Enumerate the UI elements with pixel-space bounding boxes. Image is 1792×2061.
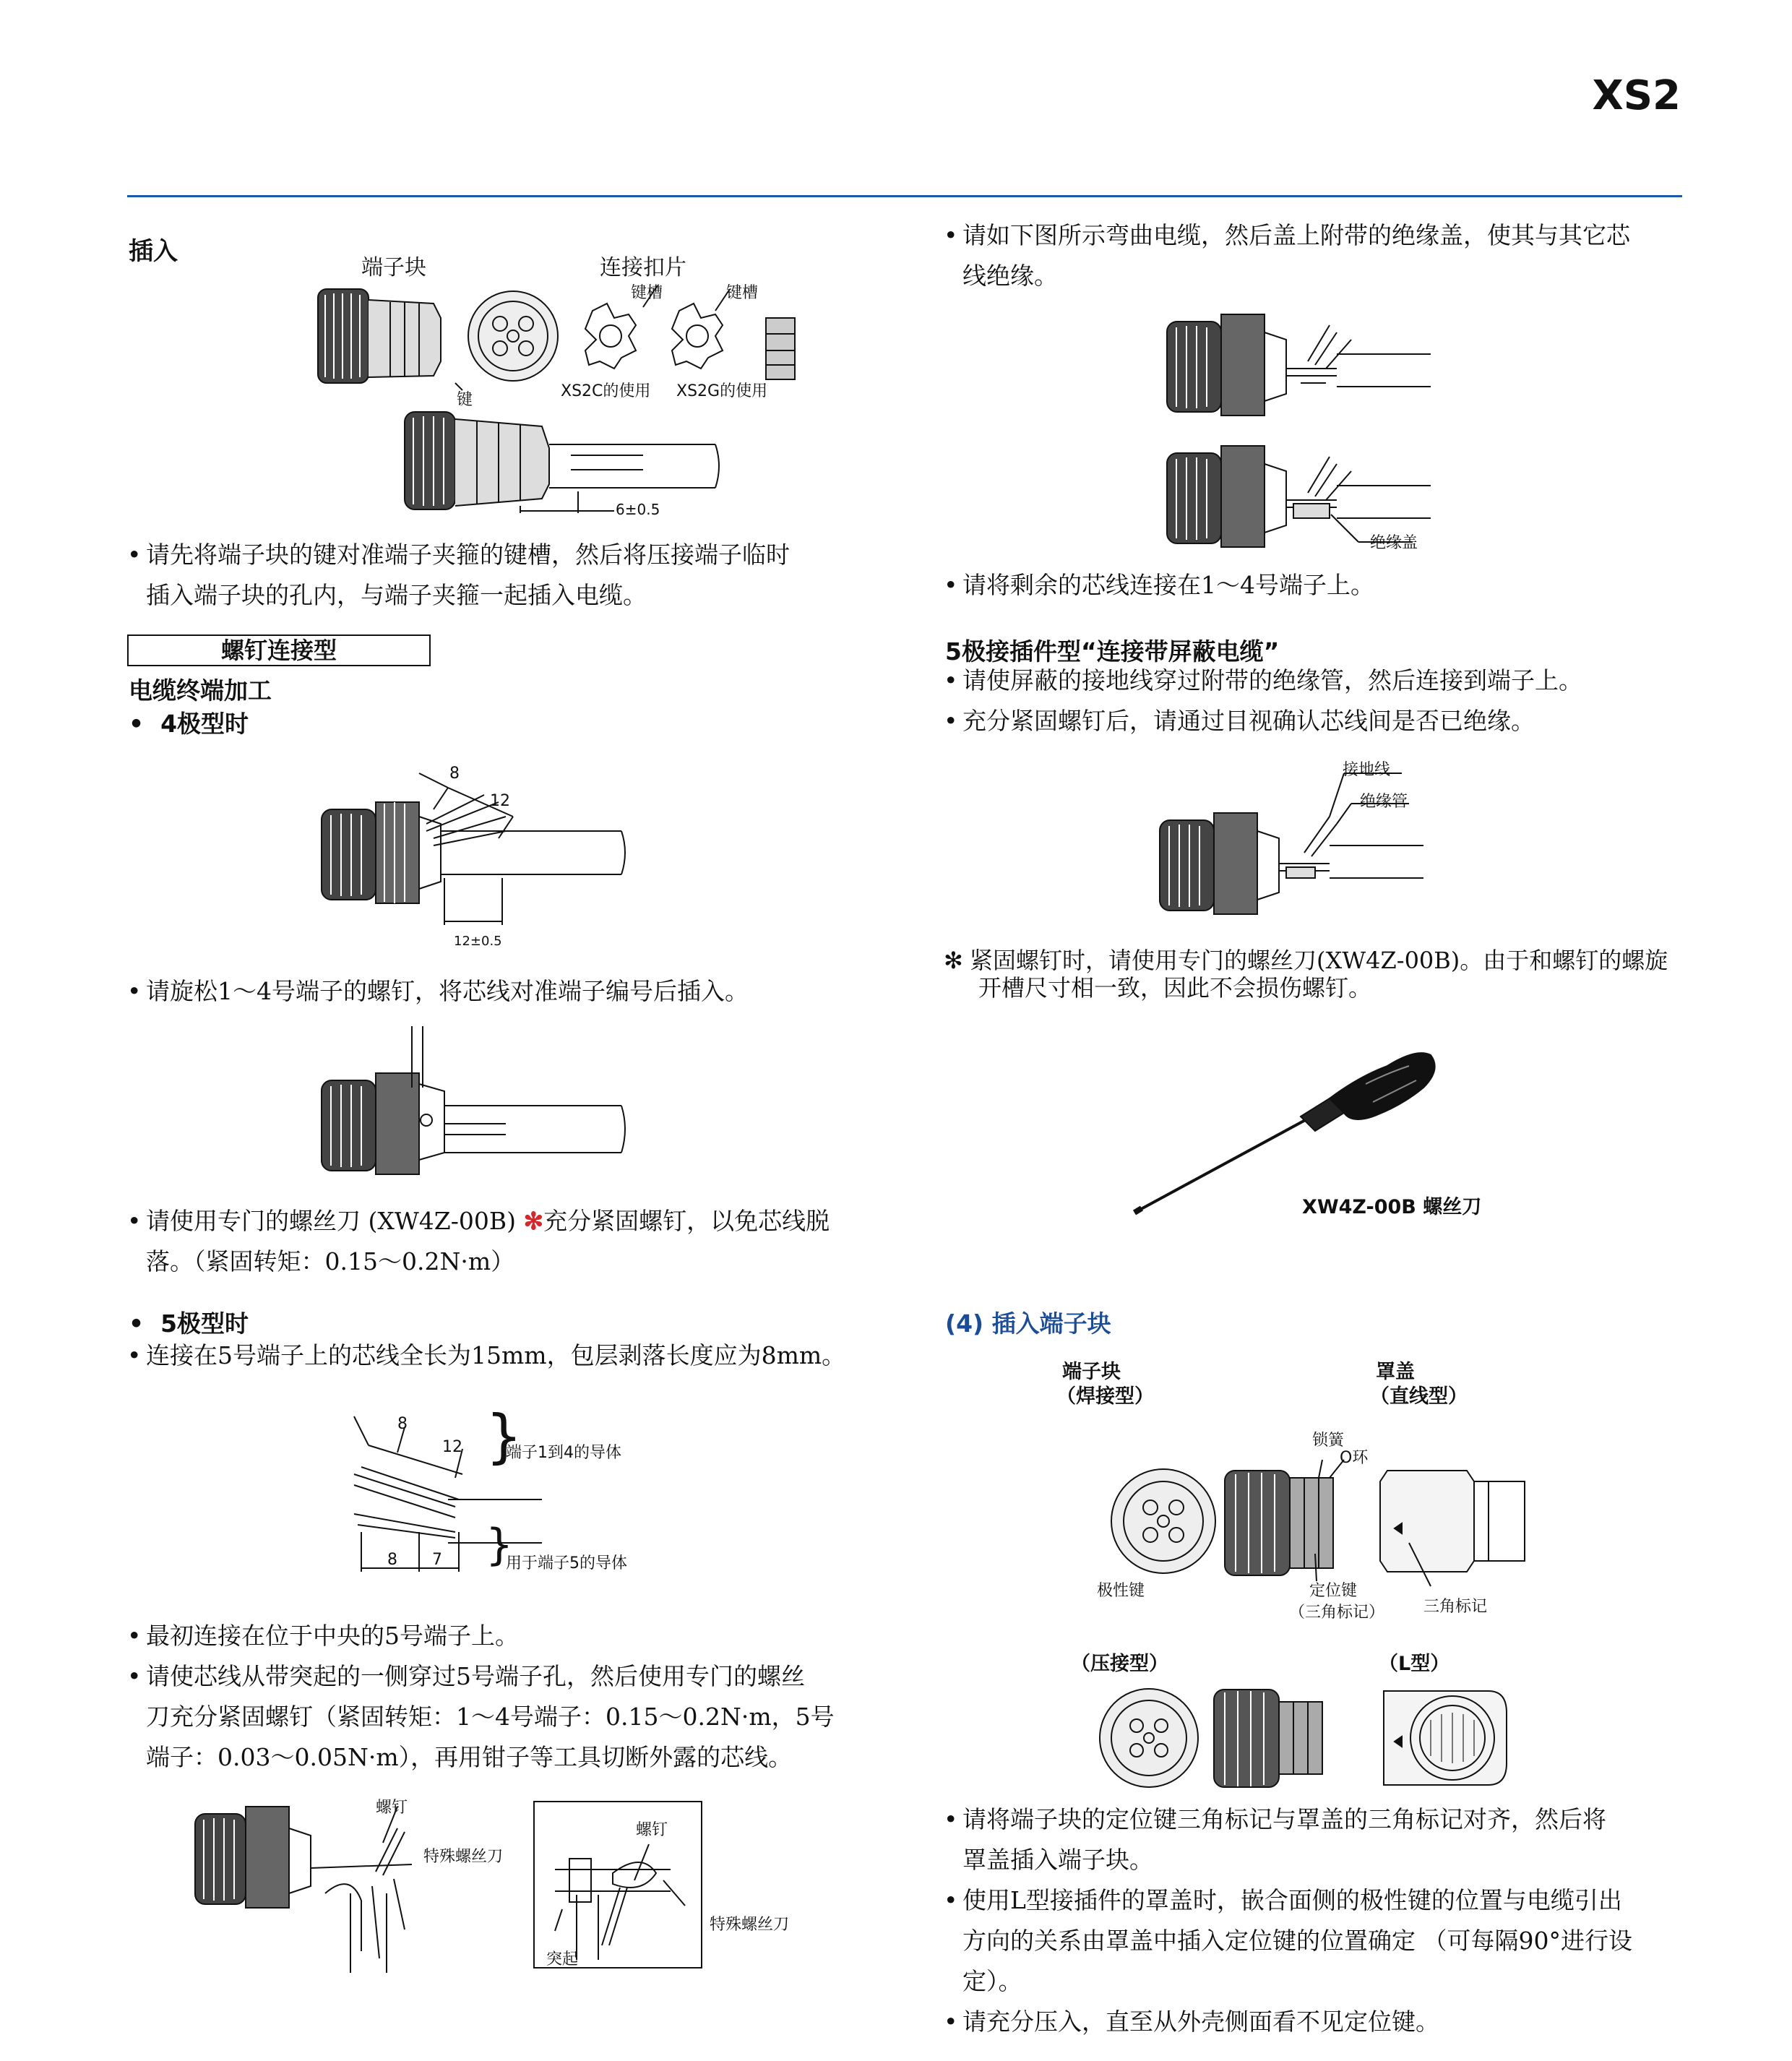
- label-polar-key: 极性键: [1097, 1582, 1145, 1600]
- shield-bullet-1: • 请使屏蔽的接地线穿过附带的绝缘管，然后连接到端子上。: [944, 661, 1695, 701]
- five-dim-8: 8: [397, 1415, 408, 1433]
- five-pole-bullet: • 连接在5号端子上的芯线全长为15mm，包层剥落长度应为8mm。: [127, 1335, 908, 1376]
- four-pole-dim-12b: 12±0.5: [454, 934, 502, 949]
- five-pole-bullet-text: 连接在5号端子上的芯线全长为15mm，包层剥落长度应为8mm。: [146, 1341, 846, 1369]
- cable-processing-heading: 电缆终端加工: [129, 676, 272, 705]
- l-type-title: （L型）: [1379, 1653, 1450, 1675]
- label-ground-wire: 接地线: [1343, 761, 1391, 779]
- align-bullet-line1: 请将端子块的定位键三角标记与罩盖的三角标记对齐，然后将: [962, 1805, 1606, 1833]
- label-lock-spring: 锁簧: [1312, 1432, 1345, 1450]
- note-mark: ✻: [944, 947, 963, 974]
- note-block: [944, 947, 1695, 1002]
- label-special-driver-2: 特殊螺丝刀: [710, 1916, 790, 1934]
- header-rule: [127, 195, 1682, 197]
- five-pole-heading: [129, 1305, 249, 1339]
- note-line1: 紧固螺钉时，请使用专门的螺丝刀(XW4Z-00B)。由于和螺钉的螺旋: [970, 947, 1668, 974]
- five-dim-7: 7: [432, 1551, 442, 1569]
- label-xs2c: XS2C的使用: [561, 382, 651, 400]
- insert-figure-top: [311, 282, 817, 412]
- press-bullet: • 请充分压入，直至从外壳侧面看不见定位键。: [944, 2002, 1695, 2042]
- insert-figure-bottom: [397, 405, 730, 528]
- insert-bullet-line2: 插入端子块的孔内，与端子夹箍一起插入电缆。: [146, 581, 647, 609]
- crimp-l-type-figure: [1091, 1684, 1517, 1792]
- core-bullet-line3: 端子：0.03～0.05N·m），再用钳子等工具切断外露的芯线。: [146, 1743, 793, 1771]
- screwdriver-bullet-line2: 落。（紧固转矩：0.15～0.2N·m）: [146, 1247, 515, 1275]
- label-conductor-1to4: 端子1到4的导体: [506, 1444, 621, 1462]
- four-pole-heading: [129, 705, 249, 739]
- insert-dim: 6±0.5: [616, 501, 660, 518]
- l-type-bullet: • 使用L型接插件的罩盖时，嵌合面侧的极性键的位置与电缆引出 方向的关系由罩盖中插入定位键的位置确定 （可每隔90°进行设 定）。: [944, 1880, 1695, 2002]
- center-bullet-text: 最初连接在位于中央的5号端子上。: [146, 1622, 519, 1650]
- label-keyway-1: 键槽: [631, 284, 663, 302]
- label-keyway-2: 键槽: [726, 284, 759, 302]
- insert-block-heading: (4) 插入端子块: [945, 1309, 1111, 1338]
- brace-1to4: }: [486, 1403, 522, 1470]
- shield-bullet-2-text: 充分紧固螺钉后，请通过目视确认芯线间是否已绝缘。: [962, 707, 1535, 735]
- align-bullet: • 请将端子块的定位键三角标记与罩盖的三角标记对齐，然后将 罩盖插入端子块。: [944, 1799, 1695, 1880]
- label-o-ring: O环: [1340, 1449, 1369, 1467]
- l-type-bullet-line2: 方向的关系由罩盖中插入定位键的位置确定 （可每隔90°进行设: [962, 1927, 1632, 1955]
- insert-bullet-line1: 请先将端子块的键对准端子夹箍的键槽，然后将压接端子临时: [146, 541, 790, 569]
- four-pole-dim-12: 12: [490, 792, 510, 810]
- loosen-bullet-text: 请旋松1～4号端子的螺钉，将芯线对准端子编号后插入。: [146, 977, 749, 1005]
- insert-bullet: • 请先将端子块的键对准端子夹箍的键槽，然后将压接端子临时 插入端子块的孔内，与端子夹箍一起插入电缆。: [127, 535, 879, 616]
- four-pole-dim-8: 8: [449, 765, 460, 783]
- press-bullet-text: 请充分压入，直至从外壳侧面看不见定位键。: [962, 2008, 1439, 2036]
- four-pole-figure: [318, 759, 636, 925]
- page-model-title: XS2: [1592, 72, 1681, 119]
- screwdriver-bullet-a: 请使用专门的螺丝刀 (XW4Z-00B): [146, 1207, 524, 1235]
- label-screw-2: 螺钉: [636, 1821, 668, 1839]
- five-pole-dot: •: [129, 1309, 161, 1338]
- label-insulation-tube: 绝缘管: [1360, 793, 1408, 811]
- shield-heading: 5极接插件型“连接带屏蔽电缆”: [945, 637, 1280, 666]
- core-bullet-line2: 刀充分紧固螺钉（紧固转矩：1～4号端子：0.15～0.2N·m，5号: [146, 1703, 835, 1731]
- protrusion-detail-figure: [533, 1801, 702, 1969]
- screw-type-label: 螺钉连接型: [220, 637, 337, 664]
- shield-bullet-1-text: 请使屏蔽的接地线穿过附带的绝缘管，然后连接到端子上。: [962, 666, 1582, 694]
- four-pole-dot: •: [129, 710, 161, 738]
- insert-heading: 插入: [129, 237, 178, 266]
- center-bullet: • 最初连接在位于中央的5号端子上。: [127, 1616, 879, 1656]
- label-terminal-block: 端子块: [361, 255, 426, 280]
- note-line2: 开槽尺寸相一致，因此不会损伤螺钉。: [978, 974, 1372, 1002]
- shield-bullet-2: • 充分紧固螺钉后，请通过目视确认芯线间是否已绝缘。: [944, 701, 1695, 741]
- shield-figure: [1156, 759, 1431, 918]
- crimp-type-title: （压接型）: [1071, 1653, 1168, 1675]
- bend-bullet-line2: 线绝缘。: [962, 262, 1058, 290]
- core-bullet-line1: 请使芯线从带突起的一侧穿过5号端子孔，然后使用专门的螺丝: [146, 1662, 805, 1690]
- bend-bullet-line1: 请如下图所示弯曲电缆，然后盖上附带的绝缘盖，使其与其它芯: [962, 221, 1630, 249]
- label-protrusion: 突起: [546, 1950, 579, 1969]
- screwdriver-caption: XW4Z-00B 螺丝刀: [1302, 1196, 1482, 1218]
- l-type-bullet-line3: 定）。: [962, 1967, 1022, 1995]
- screw-type-box: [127, 634, 431, 666]
- screwdriver-bullet-b: 充分紧固螺钉，以免芯线脱: [543, 1207, 830, 1235]
- label-xs2g: XS2G的使用: [676, 382, 768, 400]
- label-clip: 连接扣片: [600, 255, 686, 280]
- label-locating-key: 定位键: [1309, 1582, 1358, 1600]
- special-driver-figure: [188, 1785, 506, 1973]
- l-type-bullet-line1: 使用L型接插件的罩盖时，嵌合面侧的极性键的位置与电缆引出: [962, 1886, 1622, 1914]
- tb-title-line1: 端子块: [1062, 1361, 1121, 1383]
- remaining-bullet: • 请将剩余的芯线连接在1～4号端子上。: [944, 565, 1695, 606]
- core-bullet: • 请使芯线从带突起的一侧穿过5号端子孔，然后使用专门的螺丝 刀充分紧固螺钉（紧固转矩：1～4号端子：0.15～0.2N·m，5号 端子：0.03～0.05N·m），再用钳子等工具切断外露的芯线。: [127, 1656, 893, 1778]
- label-triangle-mark-2: 三角标记: [1423, 1598, 1488, 1616]
- label-insulation-cover: 绝缘盖: [1370, 534, 1418, 552]
- five-dim-12: 12: [442, 1438, 462, 1456]
- cover-title-line2: （直线型）: [1370, 1385, 1468, 1408]
- screwdriver-bullet: • 请使用专门的螺丝刀 (XW4Z-00B) ✻充分紧固螺钉，以免芯线脱 落。（紧固转矩：0.15～0.2N·m）: [127, 1201, 879, 1282]
- asterisk-mark: ✻: [523, 1207, 544, 1235]
- screwdriver-insert-figure: [318, 1026, 636, 1178]
- brace-5: }: [486, 1520, 514, 1570]
- solder-type-figure: [1106, 1453, 1546, 1590]
- tb-title-line2: （焊接型）: [1056, 1385, 1154, 1408]
- four-pole-text: 4极型时: [160, 710, 249, 738]
- label-triangle-mark: （三角标记）: [1289, 1604, 1385, 1622]
- label-key: 键: [457, 391, 473, 409]
- five-dim-8b: 8: [387, 1551, 397, 1569]
- five-pole-text: 5极型时: [160, 1309, 249, 1338]
- label-special-driver: 特殊螺丝刀: [423, 1848, 504, 1866]
- bend-figure-top: [1163, 311, 1438, 419]
- cover-title-line1: 罩盖: [1376, 1361, 1415, 1383]
- label-screw: 螺钉: [376, 1799, 408, 1817]
- align-bullet-line2: 罩盖插入端子块。: [962, 1846, 1153, 1874]
- remaining-bullet-text: 请将剩余的芯线连接在1～4号端子上。: [962, 571, 1374, 599]
- loosen-bullet: • 请旋松1～4号端子的螺钉，将芯线对准端子编号后插入。: [127, 971, 879, 1012]
- bend-bullet: • 请如下图所示弯曲电缆，然后盖上附带的绝缘盖，使其与其它芯 线绝缘。: [944, 215, 1695, 296]
- label-conductor-5: 用于端子5的导体: [506, 1554, 627, 1572]
